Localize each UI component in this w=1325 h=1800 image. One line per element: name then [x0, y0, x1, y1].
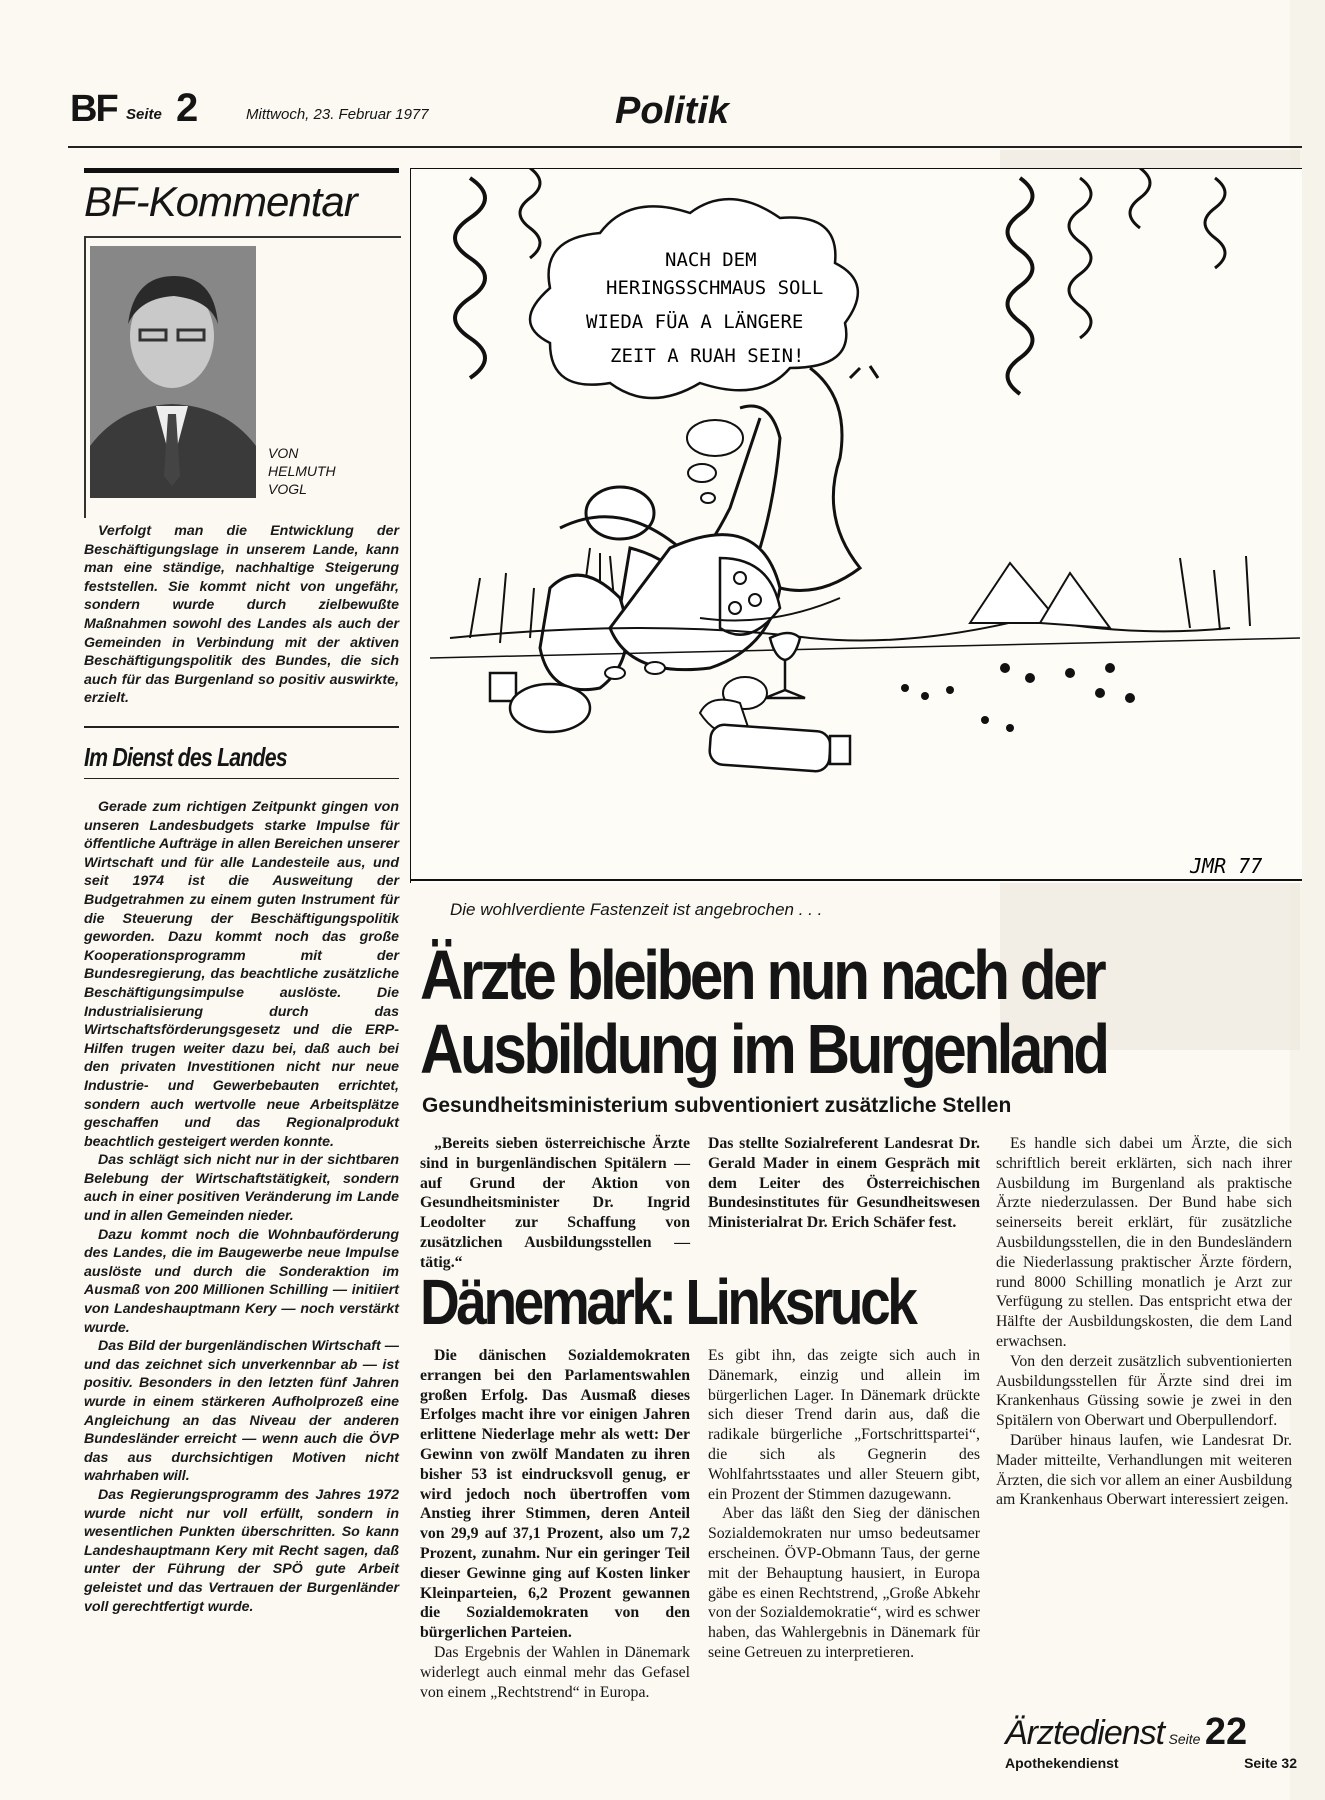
- speech-line: NACH DEM: [665, 249, 757, 271]
- author-photo: [90, 246, 256, 498]
- article-paragraph: „Bereits sieben österreichische Ärzte sind in burgenländischen Spitälern — auf Grund der Aktion von Gesundheitsminister Dr. Ingrid Leodolter zur Schaffung von zusätzlichen Ausbildungsstellen — tätig.“: [420, 1135, 690, 1271]
- byline-line: VOGL: [268, 481, 307, 497]
- author-byline: [268, 444, 336, 498]
- pointer-second: Apothekendienst: [1005, 1755, 1119, 1771]
- article-paragraph: Es handle sich dabei um Ärzte, die sich schriftlich bereit erklärten, sich nach ihrer Ausbildung im Burgenland als praktische Ärzte niederzulassen. Der Bund habe sich seinerseits bereit erklärt, für zusätzliche Ausbildungsstellen, die in den Bundesländern die Niederlassung praktischer Ärzte fördern, rund 8000 Schilling monatlich je Arzt zur Verfügung zu stellen. Das entspricht etwa der Hälfte der Ausbildungskosten, die dem Land erwachsen.: [996, 1135, 1292, 1350]
- kommentar-bar: [84, 168, 399, 173]
- article-paragraph: Darüber hinaus laufen, wie Landesrat Dr. Mader mitteilte, Verhandlungen mit weiteren Ärzten, die sich vor allem an einer Ausbildung am Krankenhaus Oberwart interessiert zeigen.: [996, 1431, 1292, 1509]
- pointer-seite-label: Seite: [1168, 1731, 1201, 1747]
- kommentar-body: [84, 798, 399, 1616]
- speech-line: ZEIT A RUAH SEIN!: [610, 345, 805, 367]
- subhead-rule-top: [84, 726, 399, 728]
- denmark-headline: Dänemark: Linksruck: [420, 1266, 915, 1338]
- speech-line: WIEDA FÜA A LÄNGERE: [586, 311, 804, 333]
- kommentar-intro: [84, 522, 399, 708]
- seite-label: Seite: [126, 106, 162, 123]
- kommentar-subhead: Im Dienst des Landes: [84, 742, 287, 772]
- headline-line-1: Ärzte bleiben nun nach der: [420, 936, 1104, 1014]
- intro-paragraph: Verfolgt man die Entwicklung der Beschäftigungslage in unserem Lande, kann man eine ständige, nachhaltige Steigerung feststellen. Sie kommt nicht von ungefähr, sondern wurde durch zielbewußte Maßnahmen sowohl des Landes als auch der Gemeinden in Verbindung mit der aktiven Beschäftigungspolitik des Bundes, die sich auch für das Burgenland so positiv auswirkte, erzielt.: [84, 523, 399, 707]
- cartoon-caption: Die wohlverdiente Fastenzeit ist angebrochen . . .: [450, 900, 823, 919]
- subhead-rule-bottom: [84, 778, 399, 779]
- section-title: Politik: [615, 90, 730, 132]
- cartoon: [410, 168, 1302, 883]
- body-paragraph: Dazu kommt noch die Wohnbauförderung des Landes, die im Baugewerbe neue Impulse auslöste und durch die Sonderaktion im Ausmaß von 200 Millionen Schilling — initiiert von Landeshauptmann Kery — noch verstärkt wurde.: [84, 1226, 399, 1336]
- article2-col1: [420, 1346, 690, 1702]
- body-paragraph: Das Regierungsprogramm des Jahres 1972 wurde nicht nur voll erfüllt, sondern in wesentlichen Punkten überschritten. So kann Landeshauptmann Kery mit Recht sagen, daß unter der Führung der SPÖ gute Arbeit geleistet und das Vertrauen der Burgenländer voll gerechtfertigt wurde.: [84, 1486, 399, 1615]
- headline-line-2: Ausbildung im Burgenland: [420, 1010, 1107, 1088]
- kommentar-title: BF-Kommentar: [84, 178, 357, 225]
- body-paragraph: Das schlägt sich nicht nur in der sichtbaren Belebung der Wirtschaftstätigkeit, sondern auch in einer positiven Veränderung im Lande und in allen Gemeinden nieder.: [84, 1152, 399, 1225]
- article-paragraph: Das stellte Sozialreferent Landesrat Dr. Gerald Mader in einem Gespräch mit dem Leiter des Österreichischen Bundesinstitutes für Gesundheitswesen Ministerialrat Dr. Erich Schäfer fest.: [708, 1135, 980, 1232]
- article-paragraph: Von den derzeit zusätzlich subventionierten Ausbildungsstellen für Ärzte sind drei im Krankenhaus Güssing sowie je zwei in den Spitälern von Oberwart und Oberpullendorf.: [996, 1352, 1292, 1430]
- pointer-page: 22: [1204, 1711, 1248, 1753]
- cartoon-signature: JMR 77: [1190, 854, 1263, 878]
- issue-date: Mittwoch, 23. Februar 1977: [246, 106, 429, 123]
- article1-col1: [420, 1134, 690, 1273]
- body-paragraph: Das Bild der burgenländischen Wirtschaft — und das zeichnet sich unverkennbar ab — ist positiv. Besonders in den letzten fünf Jahren wurde in einem stärkeren Aufholprozeß eine Angleichung an das Niveau der anderen Bundesländer erreicht — wenn auch die ÖVP das aus durchsichtigen Motiven nicht wahrhaben will.: [84, 1338, 399, 1485]
- article-paragraph: Das Ergebnis der Wahlen in Dänemark widerlegt auch einmal mehr das Gefasel von einem „Rechtstrend“ in Europa.: [420, 1643, 690, 1701]
- byline-line: HELMUTH: [268, 463, 336, 479]
- pointer-title: Ärztedienst: [1005, 1714, 1165, 1752]
- article-paragraph: Es gibt ihn, das zeigte sich auch in Dänemark, einzig und allein im bürgerlichen Lager. In Dänemark drückte sich dieser Trend darin aus, daß die radikale bürgerliche „Fortschrittspartei“, die sich als Gegnerin des Wohlfahrtsstaates und aller Steuern gibt, ein Prozent der Stimmen dazugewann.: [708, 1347, 980, 1503]
- page-header: [70, 86, 1302, 142]
- article2-col2: [708, 1346, 980, 1663]
- byline-line: VON: [268, 445, 299, 461]
- article1-col3: [996, 1134, 1292, 1510]
- article-paragraph: Die dänischen Sozialdemokraten errangen bei den Parlamentswahlen großen Erfolg. Das Ausmaß dieses Erfolges macht ihre vor einigen Jahren erlittene Niederlage mehr als wett: Der Gewinn von zwölf Mandaten zu ihren bisher 53 ist eindrucksvoll genug, er wird jedoch noch übertroffen vom Anstieg ihrer Stimmen, deren Anteil von 29,9 auf 37,1 Prozent, also um 7,2 Prozent, zunahm. Nur ein geringer Teil dieser Gewinne ging auf Kosten linker Kleinparteien, 6,2 Prozent gewannen die Sozialdemokraten von den bürgerlichen Parteien.: [420, 1347, 690, 1642]
- page-number: 2: [176, 86, 199, 130]
- article-subheadline: Gesundheitsministerium subventioniert zusätzliche Stellen: [422, 1094, 1012, 1117]
- paper-logo: BF: [70, 88, 117, 130]
- pointer-second-page: Seite 32: [1244, 1755, 1297, 1771]
- article-paragraph: Aber das läßt den Sieg der dänischen Sozialdemokraten nur umso bedeutsamer erscheinen. ÖVP-Obmann Taus, der gerne mit der Behauptung hausiert, in Europa gäbe es einen Rechtstrend, „Große Abkehr von der Sozialdemokratie“, wird es schwer haben, das Wahlergebnis in Dänemark für seine Getreuen zu interpretieren.: [708, 1505, 980, 1661]
- body-paragraph: Gerade zum richtigen Zeitpunkt gingen von unseren Landesbudgets starke Impulse für öffentliche Aufträge in allen Bereichen unserer Wirtschaft und für alle Landesteile aus, und seit 1974 ist die Ausweitung der Budgetrahmen zu einem guten Instrument für die Steuerung der Beschäftigungspolitik geworden. Dazu kommt noch das große Kooperationsprogramm mit der Bundesregierung, das beachtliche zusätzliche Beschäftigungsimpulse auslöste. Die Industrialisierung durch das Wirtschaftsförderungsgesetz und die ERP-Hilfen trugen weiter dazu bei, daß auch bei den privaten Investitionen nicht nur neue Industrie- und Gewerbebauten errichtet, sondern auch wertvolle neue Arbeitsplätze geschaffen und das Regionalprodukt beachtlich gesteigert werden konnte.: [84, 799, 399, 1150]
- header-rule: [68, 146, 1302, 148]
- article1-col2: [708, 1134, 980, 1233]
- speech-line: HERINGSSCHMAUS SOLL: [606, 277, 824, 299]
